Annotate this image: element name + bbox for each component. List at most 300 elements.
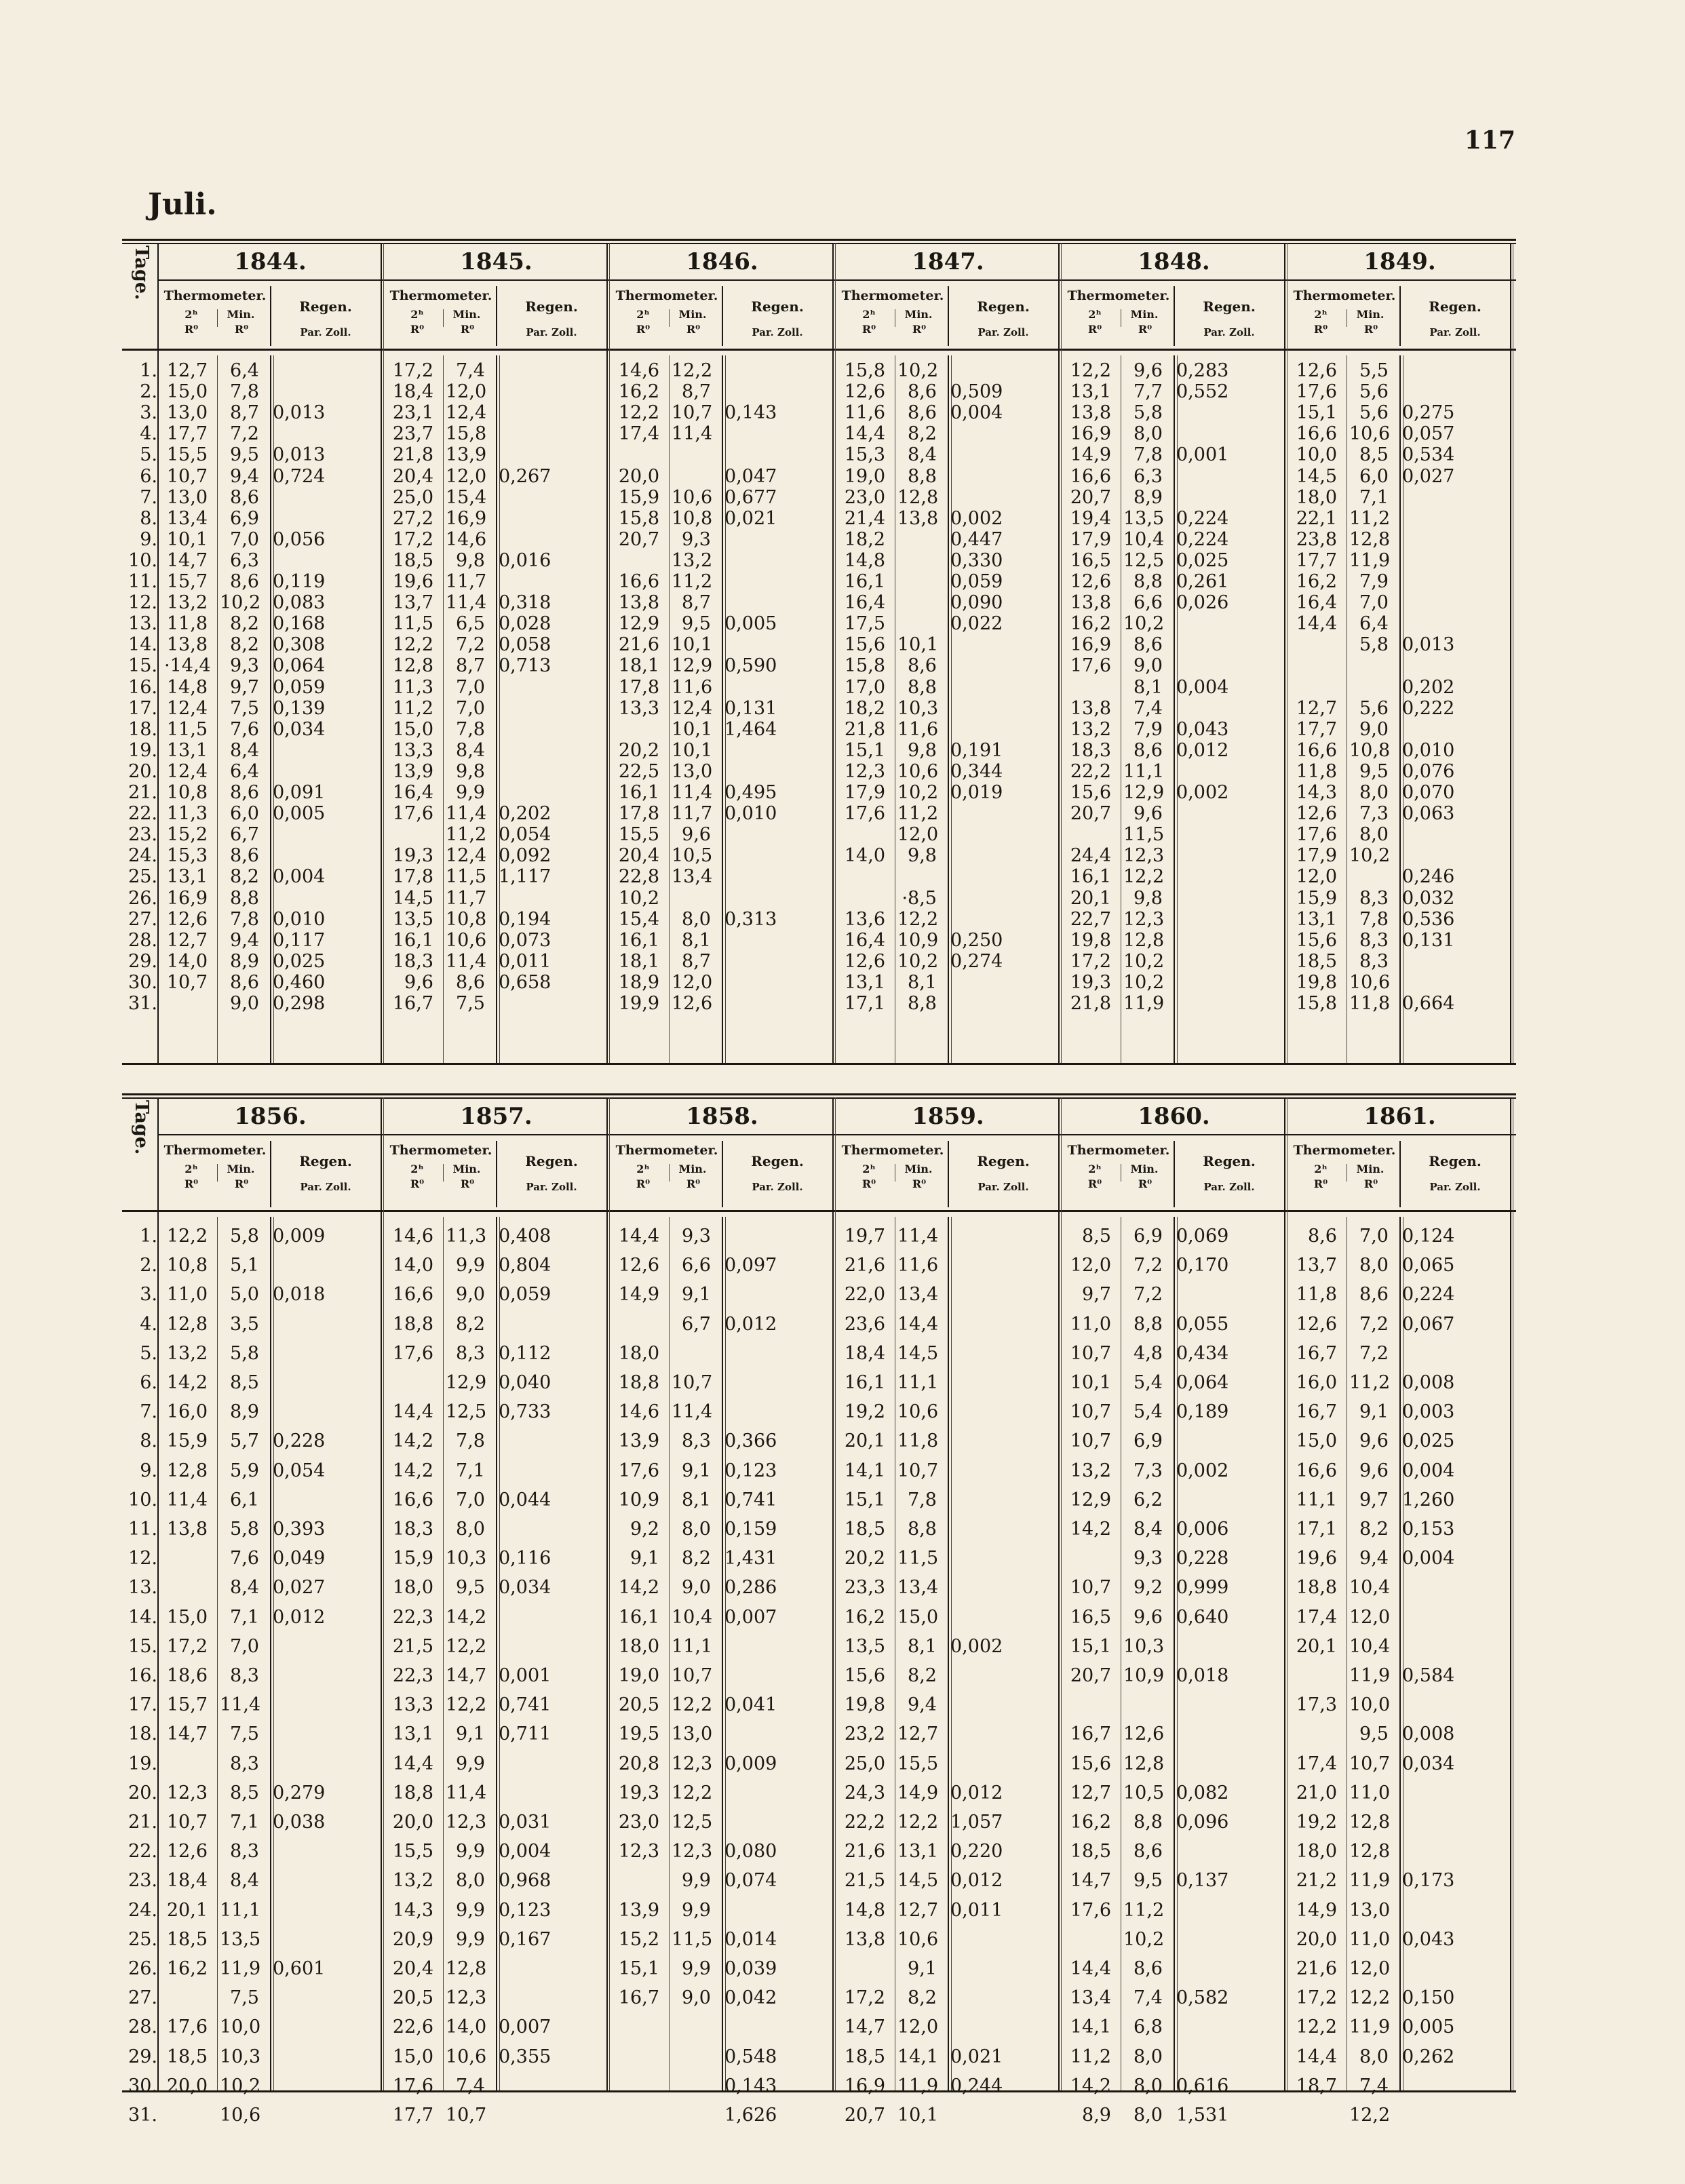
cell-temp-2h: 14,2 <box>1070 1519 1111 1540</box>
cell-temp-2h: 16,6 <box>1070 465 1111 487</box>
group-divider <box>606 1097 608 2090</box>
cell-temp-min: 7,0 <box>230 528 259 550</box>
cell-temp-2h: 16,1 <box>618 782 659 803</box>
cell-temp-2h: 19,7 <box>844 1226 885 1247</box>
year-heading: 1849. <box>1363 248 1436 275</box>
thermometer-label: Thermometer. <box>1293 1143 1396 1158</box>
regen-sep <box>722 355 723 1063</box>
cell-regen: 0,582 <box>1176 1987 1229 2009</box>
day-label: 31. <box>128 993 157 1014</box>
cell-temp-2h: 17,6 <box>392 2075 433 2097</box>
cell-temp-2h: 13,8 <box>1070 697 1111 719</box>
cell-temp-2h: 16,0 <box>166 1401 208 1423</box>
day-label: 21. <box>128 1812 157 1833</box>
cell-temp-min: 12,6 <box>672 993 713 1014</box>
cell-temp-min: 11,5 <box>1123 824 1165 846</box>
cell-temp-2h: 14,6 <box>618 1401 659 1423</box>
cell-temp-2h: 12,2 <box>1070 360 1111 381</box>
cell-temp-min: 8,6 <box>230 571 259 592</box>
cell-temp-min: 8,8 <box>1134 1313 1163 1335</box>
cell-regen: 0,090 <box>950 592 1003 614</box>
regen-sep <box>496 1217 497 2090</box>
header-rule <box>122 349 1516 351</box>
cell-regen: 0,013 <box>273 402 326 424</box>
cell-temp-min: 11,1 <box>220 1899 261 1921</box>
cell-regen: 0,713 <box>499 655 551 677</box>
cell-regen: 0,040 <box>499 1372 551 1393</box>
cell-temp-2h: 18,4 <box>392 381 433 403</box>
cell-temp-min: 5,8 <box>230 1342 259 1364</box>
cell-regen: 0,228 <box>273 1430 326 1452</box>
cell-temp-min: 7,2 <box>1359 1342 1389 1364</box>
cell-temp-2h: 19,8 <box>1296 971 1337 993</box>
cell-temp-2h: 13,9 <box>618 1899 659 1921</box>
cell-temp-min: 10,1 <box>672 634 713 656</box>
cell-regen: 0,741 <box>499 1694 551 1716</box>
cell-temp-min: 12,0 <box>897 824 939 846</box>
cell-regen: 0,018 <box>273 1284 326 1306</box>
col-sep <box>217 355 218 1063</box>
cell-temp-2h: 18,5 <box>844 1519 885 1540</box>
cell-temp-2h: 20,9 <box>392 1928 433 1950</box>
cell-regen: 0,064 <box>1176 1372 1229 1393</box>
table-1856-1861 <box>122 1093 1516 2126</box>
cell-temp-min: 9,1 <box>682 1460 711 1481</box>
cell-temp-min: 8,0 <box>1134 2075 1163 2097</box>
cell-temp-2h: 13,1 <box>166 739 208 761</box>
cell-temp-min: 8,6 <box>230 971 259 993</box>
cell-regen: 0,460 <box>273 971 326 993</box>
cell-regen: 0,054 <box>273 1460 326 1481</box>
cell-temp-2h: 18,5 <box>844 2046 885 2067</box>
cell-temp-2h: 20,7 <box>1070 1665 1111 1686</box>
cell-regen: 0,143 <box>724 2075 777 2097</box>
cell-temp-min: 8,0 <box>456 1870 485 1892</box>
par-zoll-label: Par. Zoll. <box>752 326 803 338</box>
day-label: 19. <box>128 739 157 761</box>
cell-temp-2h: 9,1 <box>630 1548 659 1569</box>
cell-temp-min: 13,0 <box>1349 1899 1391 1921</box>
cell-temp-min: 8,2 <box>1359 1519 1389 1540</box>
cell-temp-min: 12,4 <box>446 845 487 867</box>
par-zoll-label: Par. Zoll. <box>1429 1181 1481 1193</box>
day-label: 19. <box>128 1753 157 1774</box>
cell-temp-min: 7,7 <box>1134 381 1163 403</box>
group-divider-inner <box>1061 1097 1062 2090</box>
year-heading: 1845. <box>460 248 532 275</box>
cell-regen: 0,552 <box>1176 381 1229 403</box>
cell-temp-2h: 23,0 <box>618 1812 659 1833</box>
cell-temp-min: 6,4 <box>230 360 259 381</box>
top-rule-inner <box>122 243 1516 244</box>
cell-temp-2h: 14,7 <box>844 2016 885 2038</box>
cell-regen: 0,968 <box>499 1870 551 1892</box>
cell-temp-min: 5,8 <box>1359 634 1389 656</box>
cell-temp-2h: 15,4 <box>618 908 659 930</box>
cell-temp-min: 8,0 <box>1359 824 1389 846</box>
day-label: 5. <box>140 444 157 466</box>
cell-temp-2h: 20,0 <box>166 2075 208 2097</box>
bottom-rule <box>122 1063 1516 1065</box>
cell-temp-min: 10,7 <box>446 2105 487 2126</box>
cell-temp-2h: 14,2 <box>166 1372 208 1393</box>
cell-temp-2h: 16,7 <box>618 1987 659 2009</box>
cell-regen: 0,043 <box>1176 718 1229 740</box>
cell-temp-2h: 21,8 <box>1070 993 1111 1014</box>
cell-temp-2h: 10,1 <box>1070 1372 1111 1393</box>
cell-temp-min: 7,2 <box>1134 1255 1163 1276</box>
cell-temp-min: 7,8 <box>230 381 259 403</box>
cell-temp-2h: 11,5 <box>392 613 433 635</box>
header-sep <box>217 1164 218 1182</box>
cell-regen: 1,431 <box>724 1548 777 1569</box>
cell-regen: 0,055 <box>1176 1313 1229 1335</box>
cell-temp-min: 5,4 <box>1134 1372 1163 1393</box>
cell-temp-min: 6,0 <box>1359 465 1389 487</box>
cell-temp-2h: 15,9 <box>618 486 659 508</box>
cell-regen: 0,116 <box>499 1548 551 1569</box>
cell-regen: 0,548 <box>724 2046 777 2067</box>
cell-regen: 1,117 <box>499 866 551 888</box>
cell-temp-min: 9,6 <box>682 824 711 846</box>
cell-regen: 0,143 <box>724 402 777 424</box>
cell-temp-min: 10,2 <box>1123 613 1165 635</box>
cell-temp-2h: 12,4 <box>166 697 208 719</box>
cell-temp-2h: 12,6 <box>844 381 885 403</box>
par-zoll-label: Par. Zoll. <box>1429 326 1481 338</box>
cell-temp-2h: 15,0 <box>392 718 433 740</box>
cell-temp-min: 8,1 <box>682 1489 711 1510</box>
cell-temp-min: 9,0 <box>456 1284 485 1306</box>
cell-temp-min: 10,3 <box>897 697 939 719</box>
group-divider <box>1058 1097 1060 2090</box>
cell-regen: 0,059 <box>273 676 326 698</box>
header-regen-sep <box>722 286 723 346</box>
cell-temp-2h: 17,8 <box>618 676 659 698</box>
cell-regen: 0,159 <box>724 1519 777 1540</box>
cell-temp-min: 8,9 <box>1134 486 1163 508</box>
cell-temp-min: 10,2 <box>1349 845 1391 867</box>
cell-temp-min: 6,3 <box>1134 465 1163 487</box>
cell-temp-min: 6,4 <box>1359 613 1389 635</box>
cell-temp-min: 10,6 <box>897 1401 939 1423</box>
cell-temp-min: 11,9 <box>220 1958 261 1979</box>
cell-temp-min: 6,8 <box>1134 2016 1163 2038</box>
cell-temp-2h: 20,7 <box>618 528 659 550</box>
unit-label: R⁰ <box>1087 1177 1102 1190</box>
cell-temp-2h: 14,4 <box>1296 613 1337 635</box>
cell-temp-2h: 14,4 <box>1070 1958 1111 1979</box>
cell-regen: 0,059 <box>950 571 1003 592</box>
cell-temp-2h: 10,7 <box>166 971 208 993</box>
day-label: 18. <box>128 718 157 740</box>
regen-sep <box>948 1217 949 2090</box>
cell-regen: 0,286 <box>724 1577 777 1599</box>
cell-regen: 0,139 <box>273 697 326 719</box>
cell-temp-2h: 15,0 <box>392 2046 433 2067</box>
cell-temp-2h: 11,4 <box>166 1489 208 1510</box>
cell-temp-min: 5,7 <box>230 1430 259 1452</box>
cell-temp-min: 9,8 <box>1134 887 1163 909</box>
cell-temp-2h: 18,0 <box>392 1577 433 1599</box>
cell-regen: 0,724 <box>273 465 326 487</box>
cell-temp-min: 6,4 <box>230 760 259 782</box>
cell-temp-2h: 18,5 <box>166 1928 208 1950</box>
cell-temp-2h: 13,2 <box>1070 1460 1111 1481</box>
cell-temp-min: 10,4 <box>1349 1577 1391 1599</box>
cell-temp-2h: 13,1 <box>1070 381 1111 403</box>
thermometer-label: Thermometer. <box>389 288 492 303</box>
cell-temp-min: 12,7 <box>897 1899 939 1921</box>
tage-divider <box>157 1097 159 2090</box>
cell-temp-2h: 15,8 <box>844 655 885 677</box>
cell-temp-min: 6,3 <box>230 549 259 571</box>
cell-regen: 0,006 <box>1176 1519 1229 1540</box>
cell-temp-min: 8,4 <box>230 739 259 761</box>
cell-temp-min: 11,9 <box>1349 1870 1391 1892</box>
group-divider <box>1058 243 1060 1063</box>
cell-regen: 0,804 <box>499 1255 551 1276</box>
cell-temp-2h: 15,2 <box>618 1928 659 1950</box>
cell-temp-2h: 16,0 <box>1296 1372 1337 1393</box>
cell-temp-min: 10,6 <box>446 2046 487 2067</box>
cell-temp-min: 8,7 <box>456 655 485 677</box>
cell-temp-2h: 19,2 <box>1296 1812 1337 1833</box>
cell-temp-min: 8,1 <box>908 971 937 993</box>
cell-temp-2h: 12,2 <box>1296 2016 1337 2038</box>
cell-temp-min: 12,6 <box>1123 1723 1165 1745</box>
day-label: 17. <box>128 1694 157 1716</box>
cell-temp-min: 16,9 <box>446 507 487 529</box>
unit-label: R⁰ <box>861 1177 876 1190</box>
cell-temp-2h: 12,7 <box>166 929 208 951</box>
day-label: 10. <box>128 549 157 571</box>
par-zoll-label: Par. Zoll. <box>977 1181 1029 1193</box>
day-label: 26. <box>128 887 157 909</box>
col-min-label: Min. <box>227 1163 255 1175</box>
cell-temp-2h: 14,4 <box>392 1401 433 1423</box>
regen-sep <box>1174 355 1175 1063</box>
cell-temp-min: 7,4 <box>456 2075 485 2097</box>
cell-temp-min: 14,9 <box>897 1782 939 1803</box>
cell-regen: 0,131 <box>724 697 777 719</box>
cell-temp-2h: 19,8 <box>1070 929 1111 951</box>
cell-temp-min: 12,5 <box>672 1812 713 1833</box>
cell-temp-2h: 19,9 <box>618 993 659 1014</box>
day-label: 25. <box>128 1928 157 1950</box>
cell-temp-min: 9,6 <box>1134 803 1163 825</box>
cell-temp-min: 10,5 <box>672 845 713 867</box>
cell-temp-2h: 15,0 <box>1296 1430 1337 1452</box>
cell-temp-min: 12,5 <box>446 1401 487 1423</box>
cell-temp-min: 9,6 <box>1359 1430 1389 1452</box>
cell-temp-2h: 11,8 <box>1296 1284 1337 1306</box>
cell-temp-2h: 19,3 <box>392 845 433 867</box>
year-rule <box>157 279 1516 281</box>
day-label: 24. <box>128 1899 157 1921</box>
cell-temp-min: 9,9 <box>456 1841 485 1863</box>
cell-temp-min: 12,2 <box>1349 1987 1391 2009</box>
cell-temp-min: 12,3 <box>446 1812 487 1833</box>
cell-temp-2h: 23,6 <box>844 1313 885 1335</box>
cell-regen: 0,009 <box>273 1226 326 1247</box>
cell-temp-2h: 21,5 <box>392 1635 433 1657</box>
cell-temp-min: 14,0 <box>446 2016 487 2038</box>
cell-temp-2h: 11,3 <box>392 676 433 698</box>
day-label: 23. <box>128 824 157 846</box>
cell-temp-2h: 19,4 <box>1070 507 1111 529</box>
cell-temp-min: 12,3 <box>672 1841 713 1863</box>
day-label: 29. <box>128 950 157 972</box>
table-1844-1849 <box>122 239 1516 1066</box>
cell-temp-2h: 17,6 <box>618 1460 659 1481</box>
header-sep <box>669 309 670 327</box>
cell-temp-2h: 14,7 <box>166 549 208 571</box>
thermometer-label: Thermometer. <box>841 288 944 303</box>
cell-temp-2h: 19,2 <box>844 1401 885 1423</box>
cell-regen: 0,167 <box>499 1928 551 1950</box>
cell-regen: 0,025 <box>273 950 326 972</box>
cell-regen: 0,664 <box>1402 993 1455 1014</box>
cell-temp-min: 11,5 <box>446 866 487 888</box>
cell-temp-2h: 17,6 <box>392 1342 433 1364</box>
cell-regen: 0,298 <box>273 993 326 1014</box>
cell-temp-min: 12,2 <box>446 1635 487 1657</box>
cell-temp-2h: 13,9 <box>618 1430 659 1452</box>
cell-temp-2h: 17,8 <box>618 803 659 825</box>
cell-temp-min: 11,9 <box>1349 1665 1391 1686</box>
cell-temp-min: 7,4 <box>1134 697 1163 719</box>
cell-temp-min: 7,0 <box>1359 592 1389 614</box>
cell-temp-2h: 10,7 <box>1070 1577 1111 1599</box>
cell-temp-min: 7,4 <box>456 360 485 381</box>
unit-label: R⁰ <box>1087 323 1102 336</box>
cell-temp-min: 10,1 <box>897 2105 939 2126</box>
cell-temp-min: 8,3 <box>1359 950 1389 972</box>
cell-temp-min: 9,5 <box>682 613 711 635</box>
cell-temp-2h: 17,0 <box>844 676 885 698</box>
cell-temp-min: 9,4 <box>908 1694 937 1716</box>
day-label: 8. <box>140 1430 157 1452</box>
cell-temp-2h: 17,7 <box>1296 549 1337 571</box>
header-regen-sep <box>496 1141 497 1207</box>
thermometer-label: Thermometer. <box>615 288 718 303</box>
cell-temp-2h: 10,9 <box>618 1489 659 1510</box>
cell-temp-2h: 15,3 <box>844 444 885 466</box>
cell-regen: 0,168 <box>273 613 326 635</box>
day-label: 28. <box>128 929 157 951</box>
col-2h-label: 2ʰ <box>636 308 650 321</box>
cell-temp-min: 8,2 <box>230 613 259 635</box>
cell-temp-2h: 17,2 <box>166 1635 208 1657</box>
cell-temp-2h: 13,2 <box>392 1870 433 1892</box>
col-min-label: Min. <box>1130 1163 1159 1175</box>
cell-temp-2h: 17,6 <box>1070 1899 1111 1921</box>
cell-temp-min: 11,4 <box>672 1401 713 1423</box>
cell-regen: 0,153 <box>1402 1519 1455 1540</box>
cell-temp-min: 8,8 <box>908 676 937 698</box>
cell-temp-2h: 12,3 <box>844 760 885 782</box>
cell-temp-min: 10,6 <box>1349 423 1391 445</box>
cell-temp-2h: 11,0 <box>1070 1313 1111 1335</box>
cell-temp-2h: 8,6 <box>1308 1226 1337 1247</box>
cell-temp-min: 8,3 <box>1359 929 1389 951</box>
cell-temp-2h: 15,6 <box>844 634 885 656</box>
cell-temp-min: 12,2 <box>672 360 713 381</box>
cell-temp-2h: 16,2 <box>844 1606 885 1628</box>
cell-temp-2h: 15,9 <box>166 1430 208 1452</box>
cell-temp-min: 9,1 <box>682 1284 711 1306</box>
cell-regen: 0,112 <box>499 1342 551 1364</box>
cell-temp-2h: 11,1 <box>1296 1489 1337 1510</box>
day-label: 7. <box>140 486 157 508</box>
cell-temp-min: 9,5 <box>1134 1870 1163 1892</box>
cell-temp-min: 7,4 <box>1134 1987 1163 2009</box>
day-label: 12. <box>128 1548 157 1569</box>
cell-temp-2h: 22,2 <box>1070 760 1111 782</box>
cell-regen: 0,002 <box>1176 1460 1229 1481</box>
cell-temp-min: 12,2 <box>897 908 939 930</box>
cell-temp-2h: 21,5 <box>844 1870 885 1892</box>
cell-temp-min: 9,2 <box>1134 1577 1163 1599</box>
cell-temp-min: 8,4 <box>230 1577 259 1599</box>
unit-label: R⁰ <box>1313 1177 1328 1190</box>
thermometer-label: Thermometer. <box>163 288 267 303</box>
cell-temp-2h: 18,6 <box>166 1665 208 1686</box>
day-label: 9. <box>140 528 157 550</box>
cell-temp-min: 8,8 <box>230 887 259 909</box>
cell-regen: 0,009 <box>724 1753 777 1774</box>
regen-label: Regen. <box>299 1153 352 1169</box>
cell-regen: 0,222 <box>1402 697 1455 719</box>
cell-regen: 0,741 <box>724 1489 777 1510</box>
unit-label: R⁰ <box>184 1177 199 1190</box>
cell-regen: 0,057 <box>1402 423 1455 445</box>
cell-temp-min: 7,8 <box>456 718 485 740</box>
top-rule-inner <box>122 1097 1516 1099</box>
cell-regen: 0,189 <box>1176 1401 1229 1423</box>
cell-temp-2h: 12,9 <box>618 613 659 635</box>
cell-temp-2h: 23,1 <box>392 402 433 424</box>
cell-regen: 0,083 <box>273 592 326 614</box>
day-label: 6. <box>140 465 157 487</box>
cell-temp-min: 9,6 <box>1134 360 1163 381</box>
cell-temp-2h: 16,2 <box>618 381 659 403</box>
cell-temp-min: 12,3 <box>672 1753 713 1774</box>
year-heading: 1858. <box>686 1103 758 1130</box>
day-label: 24. <box>128 845 157 867</box>
cell-temp-min: 7,9 <box>1359 571 1389 592</box>
group-divider <box>606 243 608 1063</box>
cell-regen: 0,005 <box>273 803 326 825</box>
cell-regen: 0,262 <box>1402 2046 1455 2067</box>
cell-temp-min: 12,4 <box>672 697 713 719</box>
cell-temp-min: 11,2 <box>897 803 939 825</box>
cell-temp-2h: 16,6 <box>392 1489 433 1510</box>
cell-regen: 1,057 <box>950 1812 1003 1833</box>
group-divider <box>1284 1097 1285 2090</box>
cell-temp-2h: 12,6 <box>166 908 208 930</box>
cell-temp-2h: 13,2 <box>166 592 208 614</box>
cell-temp-2h: 18,3 <box>392 950 433 972</box>
cell-temp-min: 14,6 <box>446 528 487 550</box>
cell-temp-2h: 16,4 <box>392 782 433 803</box>
cell-temp-min: 5,5 <box>1359 360 1389 381</box>
cell-temp-2h: 18,5 <box>166 2046 208 2067</box>
cell-temp-min: 12,8 <box>446 1958 487 1979</box>
cell-temp-min: 8,6 <box>908 381 937 403</box>
cell-temp-min: 8,0 <box>1359 2046 1389 2067</box>
